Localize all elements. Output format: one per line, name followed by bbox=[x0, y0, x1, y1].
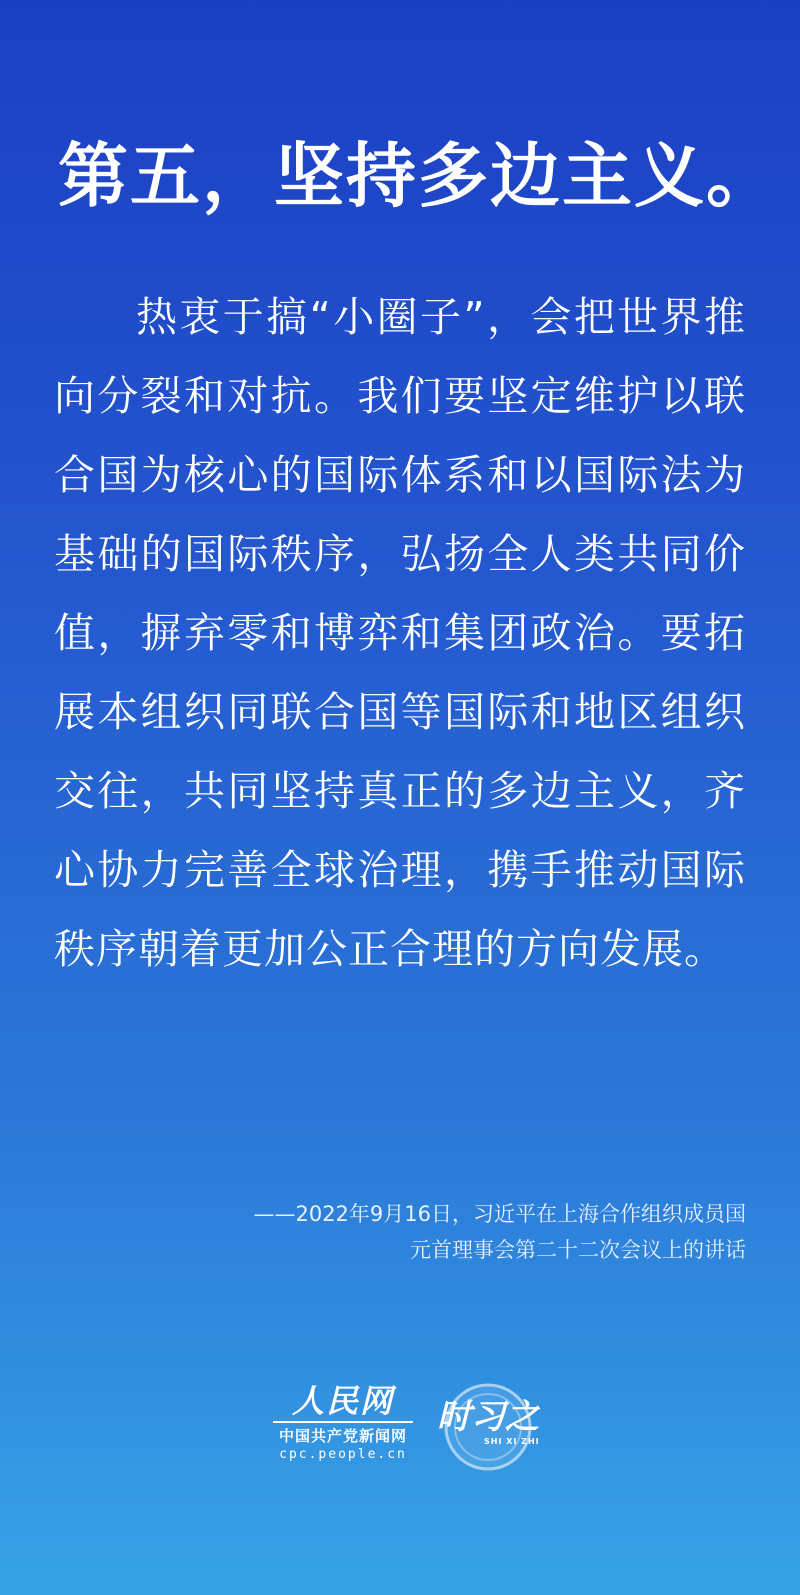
page-title: 第五，坚持多边主义。 bbox=[58, 134, 778, 217]
logo-divider bbox=[273, 1421, 413, 1423]
source-line-1: ——2022年9月16日，习近平在上海合作组织成员国 bbox=[253, 1202, 746, 1226]
footer-logos bbox=[268, 1383, 568, 1493]
people-cn-logo bbox=[268, 1383, 418, 1473]
people-logo-script: 人民网 bbox=[291, 1382, 394, 1420]
shixizhi-pinyin: SHI XI ZHI bbox=[484, 1437, 540, 1446]
quote-body: 热衷于搞“小圈子”，会把世界推向分裂和对抗。我们要坚定维护以联合国为核心的国际体系和以国际法为基础的国际秩序，弘扬全人类共同价值，摒弃零和博弈和集团政治。要拓展本组织同联合国等国际和地区组织交往，共同坚持真正的多边主义，齐心协力完善全球治理，携手推动国际秩序朝着更加公正合理的方向发展。 bbox=[54, 293, 746, 973]
source-line-2: 元首理事会第二十二次会议上的讲话 bbox=[410, 1238, 746, 1262]
people-logo-cn: 中国共产党新闻网 bbox=[278, 1427, 407, 1445]
shixizhi-logo bbox=[428, 1377, 558, 1487]
shixizhi-name: 时习之 bbox=[437, 1397, 539, 1437]
quote-source bbox=[126, 1196, 746, 1268]
people-logo-url: cpc.people.cn bbox=[279, 1447, 407, 1462]
